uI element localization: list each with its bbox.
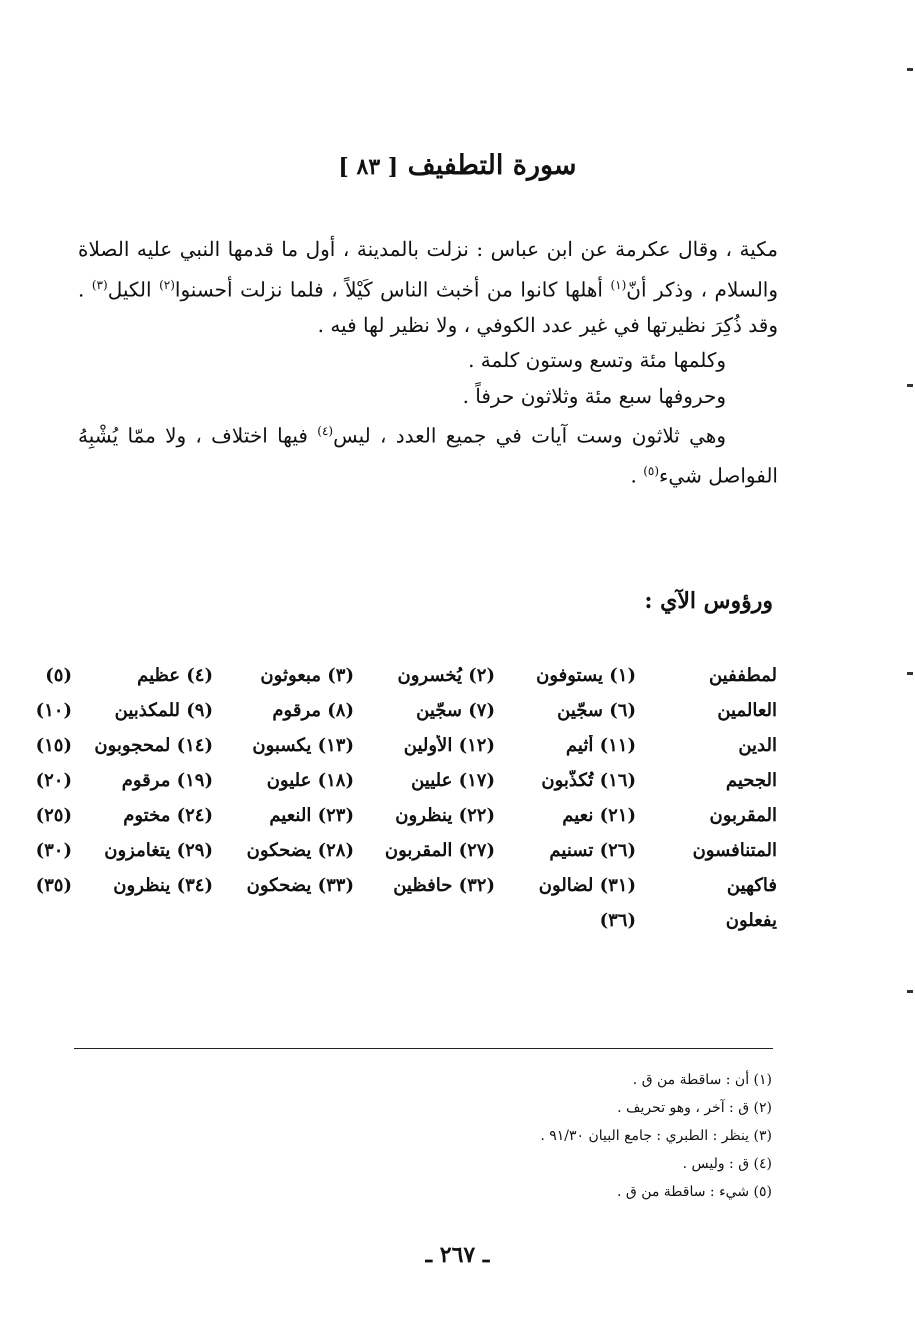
surah-name: سورة التطفيف xyxy=(407,150,577,181)
footnote: (٤) ق : وليس . xyxy=(682,1156,772,1172)
verse-endings-heading: ورؤوس الآي : xyxy=(644,588,773,614)
verse-cell: (٦) سجّين xyxy=(557,700,636,721)
verse-count-text: وهي ثلاثون وست آيات في جميع العدد ، ليس xyxy=(333,423,727,448)
verse-cell: (١٩) مرقوم xyxy=(121,770,213,791)
verse-cell: لمطففين xyxy=(708,665,777,686)
verse-cell: (٢٧) المقربون xyxy=(384,840,495,861)
verse-row xyxy=(72,903,777,938)
verse-count-text: فيها اختلاف ، ولا ممّا يُشْبِهُ الفواصل شيء xyxy=(78,423,778,488)
verse-row: لمطففين (١) يستوفون (٢) يُخسرون (٣) مبعوثون (٤) عظيم (٥) xyxy=(45,665,777,686)
verse-row: الجحيم (١٦) تُكذّبون (١٧) عليين (١٨) عليون (١٩) مرقوم (٢٠) xyxy=(35,770,777,791)
verse-cell: (١٤) لمحجوبون xyxy=(94,735,213,756)
verse-cell: (٣٦) xyxy=(599,910,636,931)
verse-cell: (٤) عظيم xyxy=(137,665,213,686)
verse-cell: (٢) يُخسرون xyxy=(397,665,495,686)
verse-row: الدين (١١) أثيم (١٢) الأولين (١٣) يكسبون (١٤) لمحجوبون (١٥) xyxy=(35,735,777,756)
verse-cell: يفعلون xyxy=(725,910,777,931)
verse-cell: (١٨) عليون xyxy=(266,770,354,791)
margin-mark xyxy=(907,672,913,675)
intro-text: . وقد ذُكِرَ نظيرتها في غير عدد الكوفي ، ولا نظير لها فيه . xyxy=(78,277,778,337)
verse-row: المقربون (٢١) نعيم (٢٢) ينظرون (٢٣) النعيم (٢٤) مختوم (٢٥) xyxy=(35,805,777,826)
page-number: ـ ٢٦٧ ـ xyxy=(425,1242,490,1268)
verse-cell: (٢٢) ينظرون xyxy=(395,805,495,826)
verse-cell: (٩) للمكذبين xyxy=(114,700,213,721)
verse-cell: (١٧) عليين xyxy=(411,770,495,791)
verse-cell: (٢٨) يضحكون xyxy=(246,840,354,861)
footnote-ref: (٣) xyxy=(91,277,108,292)
verse-cell: المتنافسون xyxy=(692,840,777,861)
margin-mark xyxy=(907,990,913,993)
word-count-line: وكلمها مئة وتسع وستون كلمة . xyxy=(468,348,726,373)
verse-cell: (٣٣) يضحكون xyxy=(246,875,354,896)
verse-cell: الجحيم xyxy=(725,770,777,791)
verse-cell: فاكهين xyxy=(726,875,777,896)
footnote-divider xyxy=(74,1048,773,1049)
verse-count-paragraph xyxy=(78,414,778,494)
margin-mark xyxy=(907,384,913,387)
verse-cell: (٨) مرقوم xyxy=(272,700,354,721)
verse-cell: (٢٦) تسنيم xyxy=(549,840,636,861)
intro-text: مكية ، وقال عكرمة عن ابن عباس : نزلت بالمدينة ، أول ما قدمها النبي عليه الصلاة والسلام ، وذكر أنّ xyxy=(78,237,779,302)
verse-cell: الدين xyxy=(738,735,777,756)
verse-count-text: . xyxy=(630,463,644,488)
intro-text: أهلها كانوا من أخبث الناس كَيْلاً ، فلما نزلت أحسنوا xyxy=(174,277,611,302)
surah-title xyxy=(0,150,915,181)
verse-cell: (١٦) تُكذّبون xyxy=(541,770,636,791)
footnote: (٥) شيء : ساقطة من ق . xyxy=(616,1184,772,1200)
verse-cell: (١٢) الأولين xyxy=(403,735,495,756)
introduction xyxy=(78,232,778,494)
verse-cell: (٣) مبعوثون xyxy=(260,665,354,686)
verse-cell: (٣٤) ينظرون xyxy=(113,875,213,896)
verse-row: فاكهين (٣١) لضالون (٣٢) حافظين (٣٣) يضحكون (٣٤) ينظرون (٣٥) xyxy=(35,875,777,896)
footnote-ref: (٤) xyxy=(317,424,334,439)
intro-text: الكيل xyxy=(107,277,160,302)
verse-cell: (٢٩) يتغامزون xyxy=(104,840,213,861)
verse-cell: (٣٢) حافظين xyxy=(393,875,495,896)
footnote-ref: (١) xyxy=(610,277,627,292)
verse-cell: (٢٣) النعيم xyxy=(269,805,354,826)
footnote-ref: (٥) xyxy=(643,464,660,479)
verse-cell: (١١) أثيم xyxy=(565,735,636,756)
footnote: (٣) ينظر : الطبري : جامع البيان ٩١/٣٠ . xyxy=(540,1128,772,1144)
verse-cell: (٢١) نعيم xyxy=(562,805,636,826)
verse-row: العالمين (٦) سجّين (٧) سجّين (٨) مرقوم (٩) للمكذبين (١٠) xyxy=(35,700,777,721)
verse-endings-table xyxy=(35,658,777,938)
verse-cell: (٧) سجّين xyxy=(416,700,495,721)
footnote: (٢) ق : آخر ، وهو تحريف . xyxy=(617,1100,772,1116)
verse-cell: المقربون xyxy=(709,805,777,826)
verse-cell: العالمين xyxy=(717,700,777,721)
footnotes xyxy=(78,1066,778,1206)
surah-number: [ ٨٣ ] xyxy=(338,154,399,180)
verse-cell: (١) يستوفون xyxy=(536,665,636,686)
verse-cell: (١٣) يكسبون xyxy=(252,735,354,756)
letter-count-line: وحروفها سبع مئة وثلاثون حرفاً . xyxy=(462,383,726,408)
verse-cell: (٣١) لضالون xyxy=(538,875,636,896)
verse-cell: (٢٤) مختوم xyxy=(123,805,213,826)
footnote: (١) أن : ساقطة من ق . xyxy=(632,1072,772,1088)
footnote-ref: (٢) xyxy=(159,277,175,292)
verse-row: المتنافسون (٢٦) تسنيم (٢٧) المقربون (٢٨) يضحكون (٢٩) يتغامزون (٣٠) xyxy=(35,840,777,861)
margin-mark xyxy=(907,68,913,71)
intro-paragraph xyxy=(78,232,778,343)
